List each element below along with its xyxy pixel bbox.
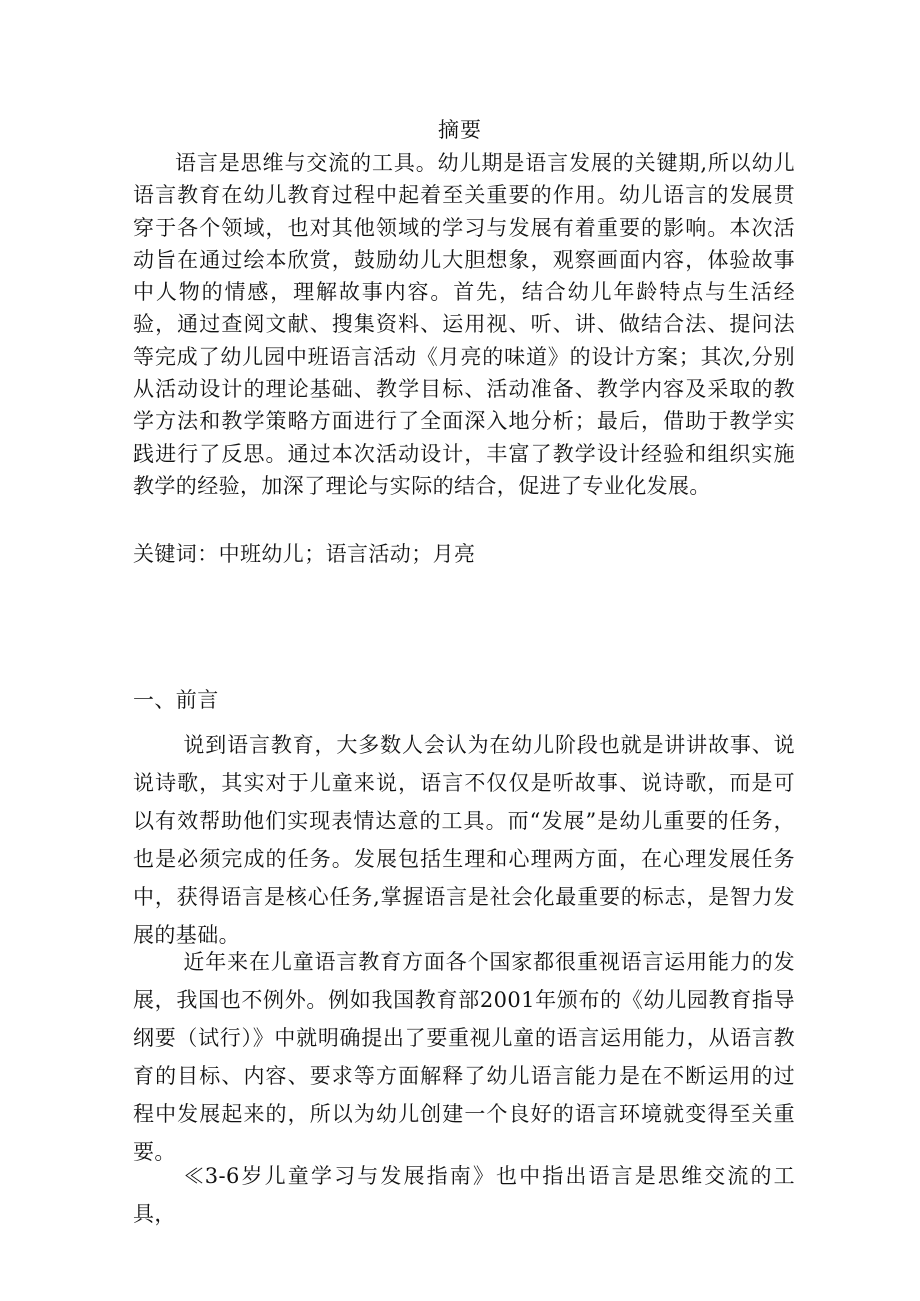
body-paragraph: 说到语言教育，大多数人会认为在幼儿阶段也就是讲讲故事、说说诗歌，其实对于儿童来说，语言不仅仅是听故事、说诗歌，而是可以有效帮助他们实现表情达意的工具。而“发展”是幼儿重要的任务，也是必须完成的任务。发展包括生理和心理两方面，在心理发展任务中，获得语言是核心任务,掌握语言是社会化最重要的标志，是智力发展的基础。 xyxy=(133,733,795,947)
section-heading-preface: 一、前言 xyxy=(133,688,219,712)
abstract-title: 摘要 xyxy=(438,118,482,142)
body-paragraph: ≪3-6岁儿童学习与发展指南》也中指出语言是思维交流的工具， xyxy=(133,1164,795,1226)
body-paragraph: 近年来在儿童语言教育方面各个国家都很重视语言运用能力的发展，我国也不例外。例如我国教育部2001年颁布的《幼儿园教育指导纲要（试行）》中就明确提出了要重视儿童的语言运用能力，从语言教育的目标、内容、要求等方面解释了幼儿语言能力是在不断运用的过程中发展起来的，所以为幼儿创建一个良好的语言环境就变得至关重要。 xyxy=(133,950,795,1164)
keywords-line: 关键词：中班幼儿；语言活动；月亮 xyxy=(133,542,476,566)
abstract-body: 语言是思维与交流的工具。幼儿期是语言发展的关键期,所以幼儿语言教育在幼儿教育过程中起着至关重要的作用。幼儿语言的发展贯穿于各个领域，也对其他领域的学习与发展有着重要的影响。本次活动旨在通过绘本欣赏，鼓励幼儿大胆想象，观察画面内容，体验故事中人物的情感，理解故事内容。首先，结合幼儿年龄特点与生活经验，通过查阅文献、搜集资料、运用视、听、讲、做结合法、提问法等完成了幼儿园中班语言活动《月亮的味道》的设计方案；其次,分别从活动设计的理论基础、教学目标、活动准备、教学内容及采取的教学方法和教学策略方面进行了全面深入地分析；最后，借助于教学实践进行了反思。通过本次活动设计，丰富了教学设计经验和组织实施教学的经验，加深了理论与实际的结合，促进了专业化发展。 xyxy=(133,151,795,498)
